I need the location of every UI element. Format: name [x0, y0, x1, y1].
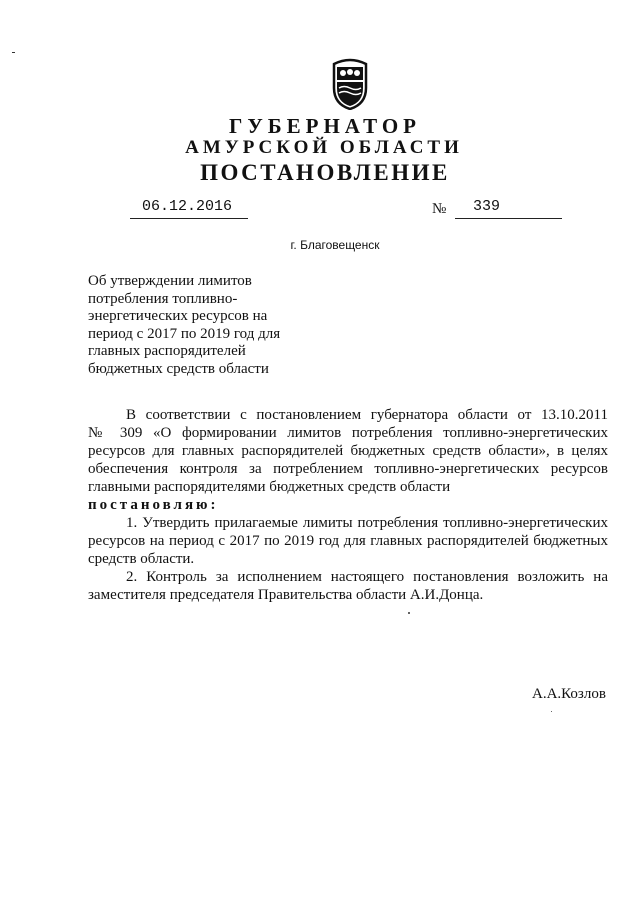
signature-name: А.А.Козлов [532, 686, 606, 702]
subject-line: Об утверждении лимитов [88, 273, 252, 289]
document-type: ПОСТАНОВЛЕНИЕ [200, 160, 450, 185]
subject-block [88, 273, 318, 379]
item-1-line: средств области. [88, 551, 195, 567]
subject-line: энергетических ресурсов на [88, 308, 268, 325]
preamble-line: ресурсов для главных распорядителей бюджетных средств области», в целях [88, 443, 608, 459]
subject-line: главных распорядителей [88, 343, 246, 360]
body-text [88, 406, 608, 604]
item-2-line: 2. Контроль за исполнением настоящего постановления возложить на [126, 569, 608, 585]
subject-line: бюджетных средств области [88, 360, 269, 377]
document-date: 06.12.2016 [142, 198, 233, 215]
title-governor: ГУБЕРНАТОР [228, 114, 422, 138]
item-1-line: ресурсов на период с 2017 по 2019 год для главных распорядителей бюджетных [88, 533, 608, 549]
document-number: 339 [473, 198, 501, 215]
preamble-line: главными распорядителями бюджетных средств области [88, 479, 451, 495]
item-1-line: 1. Утвердить прилагаемые лимиты потребления топливно-энергетических [126, 515, 608, 531]
number-field [455, 196, 562, 219]
resolve-word: постановляю: [88, 497, 219, 513]
number-sign: № [432, 201, 447, 217]
item-2-line: заместителя председателя Правительства области А.И.Донца. [88, 587, 484, 603]
subject-line: период с 2017 по 2019 год для [88, 325, 281, 342]
date-field [130, 196, 248, 219]
preamble-line: № 309 «О формировании лимитов потребления топливно-энергетических [88, 425, 608, 441]
title-region: АМУРСКОЙ ОБЛАСТИ [185, 137, 463, 158]
subject-line: потребления топливно- [88, 290, 238, 307]
preamble-line: В соответствии с постановлением губернатора области от 13.10.2011 [126, 407, 608, 423]
city-label: г. Благовещенск [290, 238, 380, 252]
preamble-line: обеспечения контроля за потреблением топливно-энергетических ресурсов [88, 461, 608, 477]
coat-of-arms-icon [330, 58, 370, 110]
